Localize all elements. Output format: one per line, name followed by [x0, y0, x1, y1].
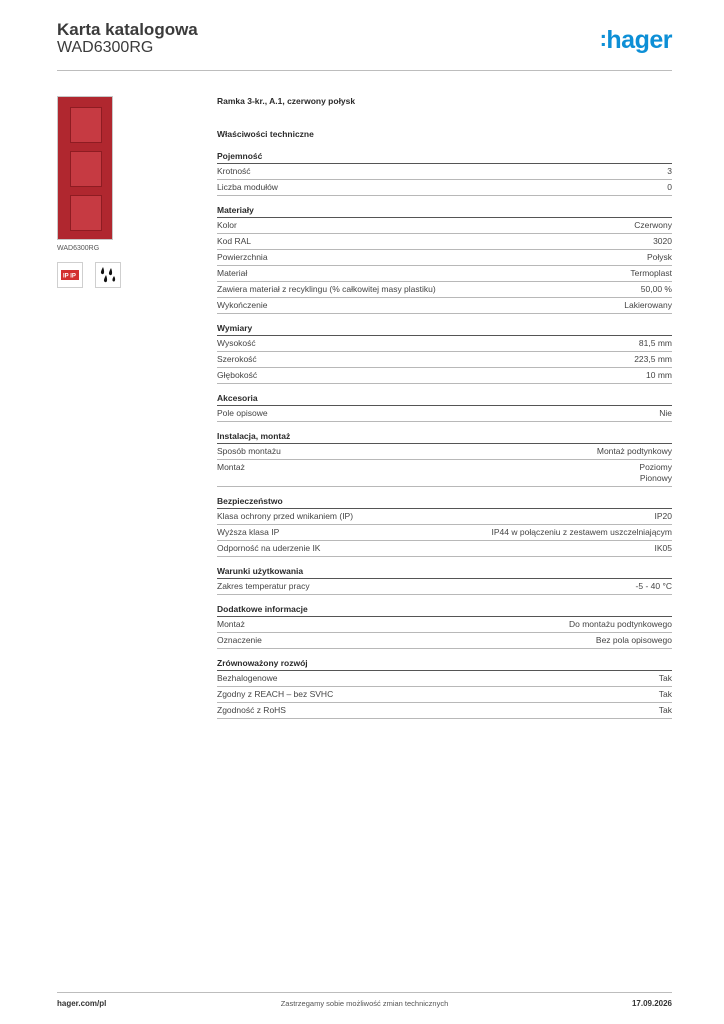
- spec-value: 3020: [653, 236, 672, 246]
- spec-sections: [217, 151, 672, 719]
- spec-value: Tak: [658, 705, 672, 715]
- spec-label: Zgodny z REACH – bez SVHC: [217, 689, 334, 699]
- spec-row: [217, 687, 672, 703]
- spec-row: [217, 336, 672, 352]
- spec-value: Nie: [659, 408, 672, 418]
- spec-value: -5 - 40 °C: [635, 581, 672, 591]
- spec-value: 10 mm: [646, 370, 672, 380]
- footer-date: 17.09.2026: [631, 999, 672, 1008]
- spec-value: IP44 w połączeniu z zestawem uszczelniającym: [491, 527, 672, 537]
- section-title: Warunki użytkowania: [217, 566, 672, 579]
- frame-opening: [70, 151, 102, 187]
- spec-section: [217, 658, 672, 719]
- spec-value: 0: [667, 182, 672, 192]
- spec-label: Montaż: [217, 619, 245, 629]
- specs-heading: Właściwości techniczne: [217, 129, 314, 139]
- spec-label: Montaż: [217, 462, 245, 472]
- spec-value: 50,00 %: [640, 284, 672, 294]
- document-title: Karta katalogowa: [57, 20, 198, 39]
- spec-row: [217, 266, 672, 282]
- spec-value: Lakierowany: [624, 300, 672, 310]
- image-caption: WAD6300RG: [57, 245, 100, 252]
- spec-label: Odporność na uderzenie IK: [217, 543, 321, 553]
- specifications: [217, 96, 672, 728]
- spec-label: Wykończenie: [217, 300, 268, 310]
- page-footer: [57, 992, 672, 1008]
- spec-row: [217, 180, 672, 196]
- spec-label: Kod RAL: [217, 236, 252, 246]
- frame-opening: [70, 107, 102, 143]
- spec-row: [217, 444, 672, 460]
- section-title: Bezpieczeństwo: [217, 496, 672, 509]
- spec-value: Połysk: [646, 252, 672, 262]
- product-image-column: [57, 96, 197, 288]
- spec-value: Poziomy Pionowy: [639, 462, 672, 483]
- spec-label: Głębokość: [217, 370, 258, 380]
- section-title: Wymiary: [217, 323, 672, 336]
- spec-label: Pole opisowe: [217, 408, 268, 418]
- frame-opening: [70, 195, 102, 231]
- spec-row: [217, 525, 672, 541]
- spec-value: 223,5 mm: [634, 354, 672, 364]
- section-title: Materiały: [217, 205, 672, 218]
- spec-label: Klasa ochrony przed wnikaniem (IP): [217, 511, 354, 521]
- spec-value: Czerwony: [634, 220, 672, 230]
- certification-icons: [57, 262, 197, 288]
- spec-section: [217, 323, 672, 384]
- spec-label: Kolor: [217, 220, 237, 230]
- spec-row: [217, 368, 672, 384]
- spec-section: [217, 151, 672, 196]
- spec-label: Bezhalogenowe: [217, 673, 278, 683]
- spec-row: [217, 282, 672, 298]
- spec-label: Szerokość: [217, 354, 257, 364]
- spec-row: [217, 579, 672, 595]
- spec-label: Zakres temperatur pracy: [217, 581, 310, 591]
- spec-label: Krotność: [217, 166, 251, 176]
- ip-rating-icon: [57, 262, 83, 288]
- spec-label: Materiał: [217, 268, 248, 278]
- spec-label: Powierzchnia: [217, 252, 268, 262]
- section-title: Instalacja, montaż: [217, 431, 672, 444]
- section-title: Zrównoważony rozwój: [217, 658, 672, 671]
- spec-label: Oznaczenie: [217, 635, 262, 645]
- spec-row: [217, 298, 672, 314]
- spec-value: 81,5 mm: [638, 338, 672, 348]
- footer-url[interactable]: hager.com/pl: [57, 999, 107, 1008]
- section-title: Pojemność: [217, 151, 672, 164]
- spec-row: [217, 509, 672, 525]
- spec-value: Tak: [658, 689, 672, 699]
- svg-text:IP IP: IP IP: [63, 273, 76, 280]
- spec-row: [217, 541, 672, 557]
- spec-row: [217, 250, 672, 266]
- spec-label: Wyższa klasa IP: [217, 527, 280, 537]
- product-code: WAD6300RG: [57, 39, 154, 56]
- spec-row: [217, 460, 672, 487]
- spec-label: Zawiera materiał z recyklingu (% całkowitej masy plastiku): [217, 284, 436, 294]
- spec-section: [217, 496, 672, 557]
- hager-logo: :hager: [599, 26, 672, 54]
- spec-section: [217, 431, 672, 487]
- spec-label: Liczba modułów: [217, 182, 278, 192]
- spec-row: [217, 703, 672, 719]
- spec-row: [217, 633, 672, 649]
- spec-row: [217, 164, 672, 180]
- section-title: Dodatkowe informacje: [217, 604, 672, 617]
- footer-disclaimer: Zastrzegamy sobie możliwość zmian technicznych: [280, 999, 449, 1008]
- page-header: [57, 20, 672, 71]
- spec-value: Tak: [658, 673, 672, 683]
- spec-row: [217, 352, 672, 368]
- spec-value: Montaż podtynkowy: [596, 446, 672, 456]
- spec-value: Do montażu podtynkowego: [568, 619, 672, 629]
- spec-label: Wysokość: [217, 338, 256, 348]
- spec-value: Bez pola opisowego: [595, 635, 672, 645]
- water-drops-icon: [95, 262, 121, 288]
- spec-section: [217, 566, 672, 595]
- section-title: Akcesoria: [217, 393, 672, 406]
- spec-label: Sposób montażu: [217, 446, 281, 456]
- spec-value: Termoplast: [630, 268, 672, 278]
- product-name: Ramka 3-kr., A.1, czerwony połysk: [217, 96, 356, 106]
- spec-row: [217, 617, 672, 633]
- spec-value: IK05: [654, 543, 672, 553]
- spec-section: [217, 205, 672, 314]
- spec-section: [217, 604, 672, 649]
- spec-row: [217, 234, 672, 250]
- spec-label: Zgodność z RoHS: [217, 705, 286, 715]
- product-image: [57, 96, 113, 240]
- spec-section: [217, 393, 672, 422]
- spec-value: IP20: [654, 511, 672, 521]
- spec-row: [217, 218, 672, 234]
- spec-row: [217, 406, 672, 422]
- spec-row: [217, 671, 672, 687]
- spec-value: 3: [667, 166, 672, 176]
